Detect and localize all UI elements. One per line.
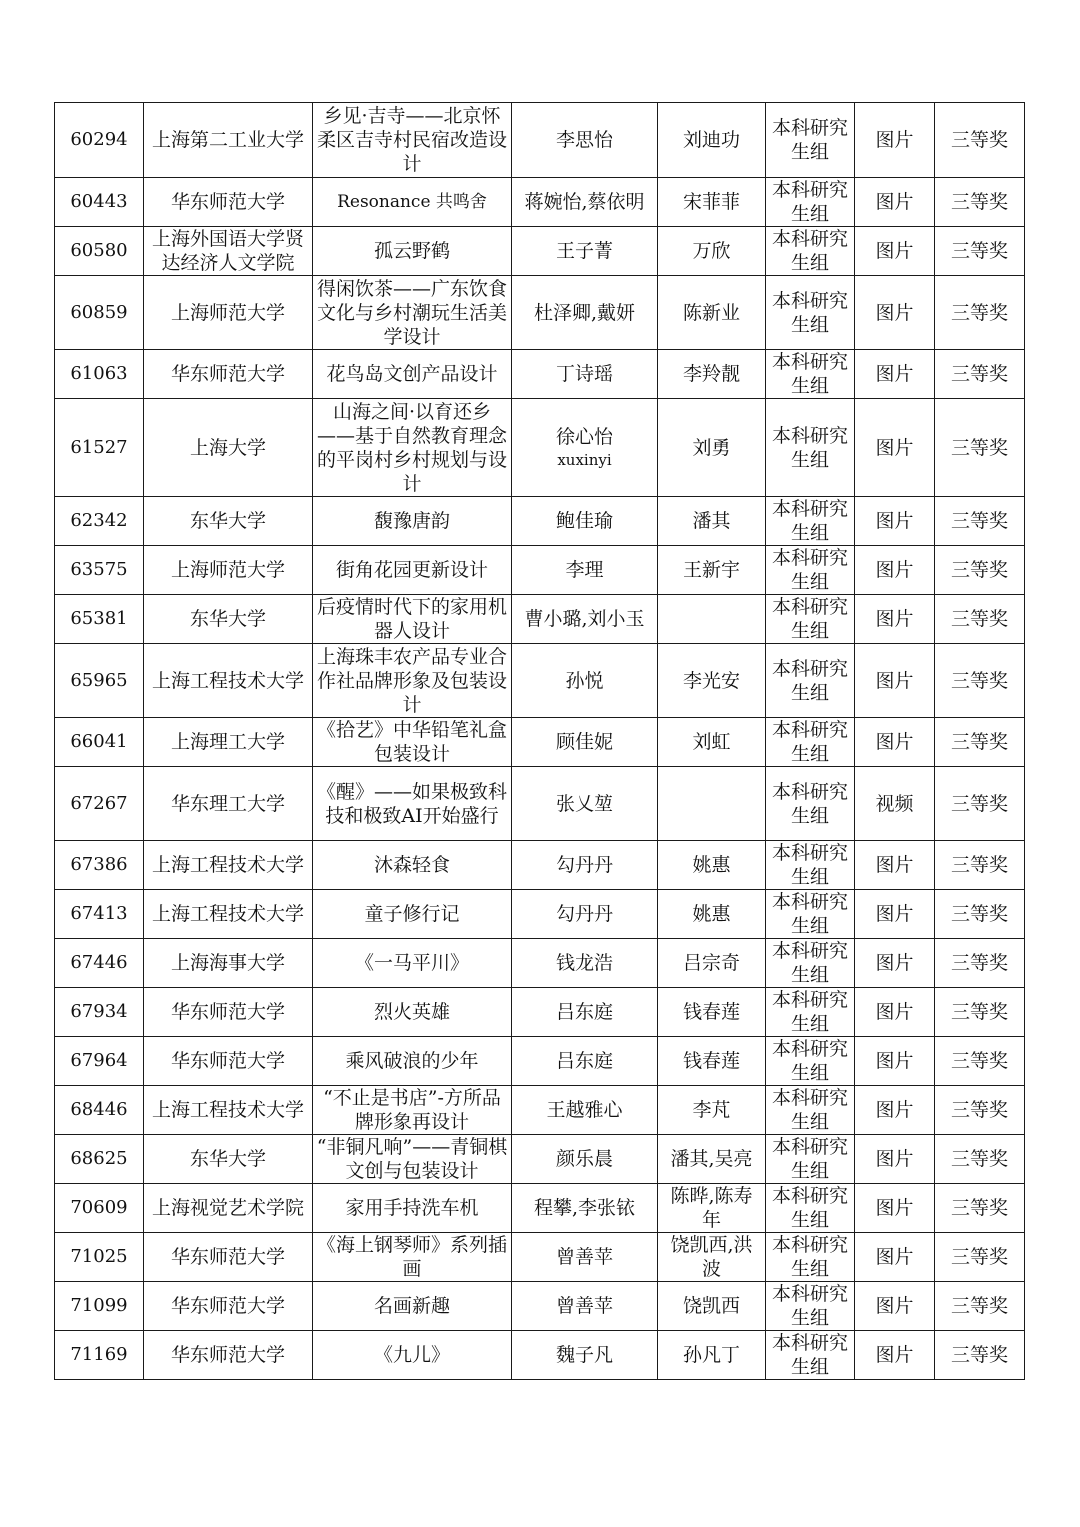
- work-title-cell: 街角花园更新设计: [313, 546, 512, 595]
- entry-id-cell: 67267: [55, 767, 144, 841]
- media-type-cell: 图片: [855, 178, 935, 227]
- media-type-cell: 图片: [855, 841, 935, 890]
- table-body: [55, 103, 1025, 1380]
- table-row: [55, 178, 1025, 227]
- group-cell: 本科研究生组: [766, 1086, 855, 1135]
- media-type-cell: 图片: [855, 718, 935, 767]
- entry-id-cell: 66041: [55, 718, 144, 767]
- advisor-cell: 刘虹: [658, 718, 766, 767]
- authors-cell: [512, 399, 658, 497]
- entry-id-cell: 67934: [55, 988, 144, 1037]
- media-type-cell: 图片: [855, 1331, 935, 1380]
- authors-cell: 程攀,李张铱: [512, 1184, 658, 1233]
- entry-id-cell: 62342: [55, 497, 144, 546]
- table-row: [55, 1135, 1025, 1184]
- school-cell: 上海第二工业大学: [144, 103, 313, 178]
- school-cell: 上海大学: [144, 399, 313, 497]
- advisor-cell: 吕宗奇: [658, 939, 766, 988]
- table-row: [55, 1331, 1025, 1380]
- work-title-cell: 沐森轻食: [313, 841, 512, 890]
- advisor-cell: 潘其: [658, 497, 766, 546]
- entry-id-cell: 67413: [55, 890, 144, 939]
- authors-cell: 吕东庭: [512, 988, 658, 1037]
- school-cell: 上海师范大学: [144, 546, 313, 595]
- group-cell: 本科研究生组: [766, 644, 855, 718]
- work-title-cell: 得闲饮茶——广东饮食文化与乡村潮玩生活美学设计: [313, 276, 512, 350]
- entry-id-cell: 61063: [55, 350, 144, 399]
- entry-id-cell: 70609: [55, 1184, 144, 1233]
- school-cell: 华东师范大学: [144, 1233, 313, 1282]
- work-title-cell: 名画新趣: [313, 1282, 512, 1331]
- school-cell: 上海工程技术大学: [144, 1086, 313, 1135]
- group-cell: 本科研究生组: [766, 350, 855, 399]
- authors-cell: 蒋婉怡,蔡依明: [512, 178, 658, 227]
- award-cell: 三等奖: [935, 227, 1025, 276]
- school-cell: 上海工程技术大学: [144, 644, 313, 718]
- award-cell: 三等奖: [935, 1184, 1025, 1233]
- table-row: [55, 1282, 1025, 1331]
- award-cell: 三等奖: [935, 1282, 1025, 1331]
- author-name: 徐心怡: [555, 425, 613, 448]
- advisor-cell: 王新宇: [658, 546, 766, 595]
- award-cell: 三等奖: [935, 890, 1025, 939]
- work-title-cell: “非铜凡响”——青铜棋文创与包装设计: [313, 1135, 512, 1184]
- table-row: [55, 350, 1025, 399]
- group-cell: 本科研究生组: [766, 1184, 855, 1233]
- advisor-cell: 李芃: [658, 1086, 766, 1135]
- authors-cell: 孙悦: [512, 644, 658, 718]
- work-title-cell: 乘风破浪的少年: [313, 1037, 512, 1086]
- work-title-cell: 《醒》——如果极致科技和极致AI开始盛行: [313, 767, 512, 841]
- award-cell: 三等奖: [935, 841, 1025, 890]
- group-cell: 本科研究生组: [766, 497, 855, 546]
- group-cell: 本科研究生组: [766, 718, 855, 767]
- award-cell: 三等奖: [935, 767, 1025, 841]
- table-row: [55, 227, 1025, 276]
- authors-cell: 杜泽卿,戴妍: [512, 276, 658, 350]
- table-row: [55, 497, 1025, 546]
- authors-cell: 李理: [512, 546, 658, 595]
- award-cell: 三等奖: [935, 276, 1025, 350]
- group-cell: 本科研究生组: [766, 399, 855, 497]
- media-type-cell: 图片: [855, 276, 935, 350]
- school-cell: 东华大学: [144, 497, 313, 546]
- award-cell: 三等奖: [935, 644, 1025, 718]
- advisor-cell: [658, 767, 766, 841]
- award-cell: 三等奖: [935, 1037, 1025, 1086]
- school-cell: 华东理工大学: [144, 767, 313, 841]
- school-cell: 上海海事大学: [144, 939, 313, 988]
- authors-cell: 勾丹丹: [512, 890, 658, 939]
- table-row: [55, 644, 1025, 718]
- group-cell: 本科研究生组: [766, 767, 855, 841]
- table-row: [55, 103, 1025, 178]
- entry-id-cell: 71025: [55, 1233, 144, 1282]
- school-cell: 上海工程技术大学: [144, 841, 313, 890]
- group-cell: 本科研究生组: [766, 276, 855, 350]
- advisor-cell: 姚惠: [658, 890, 766, 939]
- advisor-cell: 潘其,吴亮: [658, 1135, 766, 1184]
- group-cell: 本科研究生组: [766, 1331, 855, 1380]
- authors-cell: 颜乐晨: [512, 1135, 658, 1184]
- entry-id-cell: 67446: [55, 939, 144, 988]
- advisor-cell: 饶凯西,洪波: [658, 1233, 766, 1282]
- media-type-cell: 图片: [855, 1184, 935, 1233]
- media-type-cell: 图片: [855, 1086, 935, 1135]
- advisor-cell: 万欣: [658, 227, 766, 276]
- entry-id-cell: 71099: [55, 1282, 144, 1331]
- work-title-cell: 家用手持洗车机: [313, 1184, 512, 1233]
- advisor-cell: 刘勇: [658, 399, 766, 497]
- advisor-cell: 李光安: [658, 644, 766, 718]
- table-row: [55, 1233, 1025, 1282]
- media-type-cell: 图片: [855, 939, 935, 988]
- school-cell: 华东师范大学: [144, 178, 313, 227]
- work-title-cell: 馥豫唐韵: [313, 497, 512, 546]
- entry-id-cell: 68625: [55, 1135, 144, 1184]
- media-type-cell: 图片: [855, 644, 935, 718]
- media-type-cell: 图片: [855, 1037, 935, 1086]
- entry-id-cell: 63575: [55, 546, 144, 595]
- group-cell: 本科研究生组: [766, 988, 855, 1037]
- media-type-cell: 图片: [855, 595, 935, 644]
- work-title-cell: 乡见·吉寺——北京怀柔区吉寺村民宿改造设计: [313, 103, 512, 178]
- award-results-table: [54, 102, 1025, 1380]
- group-cell: 本科研究生组: [766, 546, 855, 595]
- authors-cell: 顾佳妮: [512, 718, 658, 767]
- school-cell: 上海视觉艺术学院: [144, 1184, 313, 1233]
- advisor-cell: 孙凡丁: [658, 1331, 766, 1380]
- work-title-cell: 烈火英雄: [313, 988, 512, 1037]
- entry-id-cell: 67386: [55, 841, 144, 890]
- authors-cell: 王越雅心: [512, 1086, 658, 1135]
- entry-id-cell: 71169: [55, 1331, 144, 1380]
- advisor-cell: 宋菲菲: [658, 178, 766, 227]
- work-title-cell: 《拾艺》中华铅笔礼盒包装设计: [313, 718, 512, 767]
- authors-cell: 钱龙浩: [512, 939, 658, 988]
- media-type-cell: 图片: [855, 546, 935, 595]
- authors-cell: 丁诗瑶: [512, 350, 658, 399]
- entry-id-cell: 68446: [55, 1086, 144, 1135]
- table-row: [55, 399, 1025, 497]
- media-type-cell: 图片: [855, 399, 935, 497]
- media-type-cell: 图片: [855, 227, 935, 276]
- school-cell: 东华大学: [144, 1135, 313, 1184]
- authors-cell: 鲍佳瑜: [512, 497, 658, 546]
- group-cell: 本科研究生组: [766, 1135, 855, 1184]
- authors-cell: 曾善苹: [512, 1233, 658, 1282]
- work-title-cell: 《一马平川》: [313, 939, 512, 988]
- group-cell: 本科研究生组: [766, 1037, 855, 1086]
- entry-id-cell: 60859: [55, 276, 144, 350]
- group-cell: 本科研究生组: [766, 595, 855, 644]
- award-cell: 三等奖: [935, 497, 1025, 546]
- advisor-cell: 陈晔,陈寿年: [658, 1184, 766, 1233]
- advisor-cell: 饶凯西: [658, 1282, 766, 1331]
- authors-cell: 曾善苹: [512, 1282, 658, 1331]
- award-cell: 三等奖: [935, 1086, 1025, 1135]
- award-cell: 三等奖: [935, 595, 1025, 644]
- work-title-cell: 上海珠丰农产品专业合作社品牌形象及包装设计: [313, 644, 512, 718]
- entry-id-cell: 60294: [55, 103, 144, 178]
- award-cell: 三等奖: [935, 546, 1025, 595]
- advisor-cell: 刘迪功: [658, 103, 766, 178]
- media-type-cell: 视频: [855, 767, 935, 841]
- table-row: [55, 595, 1025, 644]
- advisor-cell: 李羚靓: [658, 350, 766, 399]
- table-row: [55, 1037, 1025, 1086]
- advisor-cell: [658, 595, 766, 644]
- school-cell: 上海理工大学: [144, 718, 313, 767]
- entry-id-cell: 60580: [55, 227, 144, 276]
- entry-id-cell: 60443: [55, 178, 144, 227]
- advisor-cell: 陈新业: [658, 276, 766, 350]
- school-cell: 华东师范大学: [144, 1282, 313, 1331]
- media-type-cell: 图片: [855, 497, 935, 546]
- table-row: [55, 939, 1025, 988]
- table-row: [55, 1184, 1025, 1233]
- award-cell: 三等奖: [935, 399, 1025, 497]
- group-cell: 本科研究生组: [766, 890, 855, 939]
- work-title-cell: 《海上钢琴师》系列插画: [313, 1233, 512, 1282]
- award-cell: 三等奖: [935, 1233, 1025, 1282]
- work-title-cell: 山海之间·以育还乡——基于自然教育理念的平岗村乡村规划与设计: [313, 399, 512, 497]
- advisor-cell: 钱春莲: [658, 988, 766, 1037]
- group-cell: 本科研究生组: [766, 939, 855, 988]
- table-row: [55, 276, 1025, 350]
- school-cell: 上海外国语大学贤达经济人文学院: [144, 227, 313, 276]
- authors-cell: 曹小璐,刘小玉: [512, 595, 658, 644]
- school-cell: 东华大学: [144, 595, 313, 644]
- award-cell: 三等奖: [935, 350, 1025, 399]
- advisor-cell: 姚惠: [658, 841, 766, 890]
- award-cell: 三等奖: [935, 1135, 1025, 1184]
- table-row: [55, 546, 1025, 595]
- group-cell: 本科研究生组: [766, 227, 855, 276]
- authors-cell: 李思怡: [512, 103, 658, 178]
- school-cell: 华东师范大学: [144, 1037, 313, 1086]
- authors-cell: 张乂堃: [512, 767, 658, 841]
- authors-cell: 吕东庭: [512, 1037, 658, 1086]
- award-cell: 三等奖: [935, 939, 1025, 988]
- media-type-cell: 图片: [855, 1233, 935, 1282]
- work-title-cell: Resonance 共鸣舍: [313, 178, 512, 227]
- table-row: [55, 767, 1025, 841]
- award-cell: 三等奖: [935, 718, 1025, 767]
- entry-id-cell: 65965: [55, 644, 144, 718]
- work-title-cell: 花鸟岛文创产品设计: [313, 350, 512, 399]
- group-cell: 本科研究生组: [766, 178, 855, 227]
- media-type-cell: 图片: [855, 1135, 935, 1184]
- group-cell: 本科研究生组: [766, 1282, 855, 1331]
- table-row: [55, 1086, 1025, 1135]
- school-cell: 华东师范大学: [144, 988, 313, 1037]
- authors-cell: 勾丹丹: [512, 841, 658, 890]
- media-type-cell: 图片: [855, 350, 935, 399]
- media-type-cell: 图片: [855, 103, 935, 178]
- authors-cell: 王子菁: [512, 227, 658, 276]
- entry-id-cell: 67964: [55, 1037, 144, 1086]
- media-type-cell: 图片: [855, 890, 935, 939]
- table-row: [55, 841, 1025, 890]
- entry-id-cell: 61527: [55, 399, 144, 497]
- work-title-cell: 童子修行记: [313, 890, 512, 939]
- work-title-cell: 孤云野鹤: [313, 227, 512, 276]
- school-cell: 上海师范大学: [144, 276, 313, 350]
- award-cell: 三等奖: [935, 103, 1025, 178]
- table-row: [55, 890, 1025, 939]
- school-cell: 华东师范大学: [144, 350, 313, 399]
- author-pinyin: xuxinyi: [557, 450, 612, 469]
- work-title-cell: 后疫情时代下的家用机器人设计: [313, 595, 512, 644]
- work-title-cell: “不止是书店”-方所品牌形象再设计: [313, 1086, 512, 1135]
- group-cell: 本科研究生组: [766, 103, 855, 178]
- award-cell: 三等奖: [935, 988, 1025, 1037]
- authors-cell: 魏子凡: [512, 1331, 658, 1380]
- table-row: [55, 988, 1025, 1037]
- group-cell: 本科研究生组: [766, 841, 855, 890]
- media-type-cell: 图片: [855, 1282, 935, 1331]
- school-cell: 华东师范大学: [144, 1331, 313, 1380]
- award-cell: 三等奖: [935, 1331, 1025, 1380]
- work-title-cell: 《九儿》: [313, 1331, 512, 1380]
- entry-id-cell: 65381: [55, 595, 144, 644]
- award-cell: 三等奖: [935, 178, 1025, 227]
- media-type-cell: 图片: [855, 988, 935, 1037]
- group-cell: 本科研究生组: [766, 1233, 855, 1282]
- advisor-cell: 钱春莲: [658, 1037, 766, 1086]
- table-row: [55, 718, 1025, 767]
- school-cell: 上海工程技术大学: [144, 890, 313, 939]
